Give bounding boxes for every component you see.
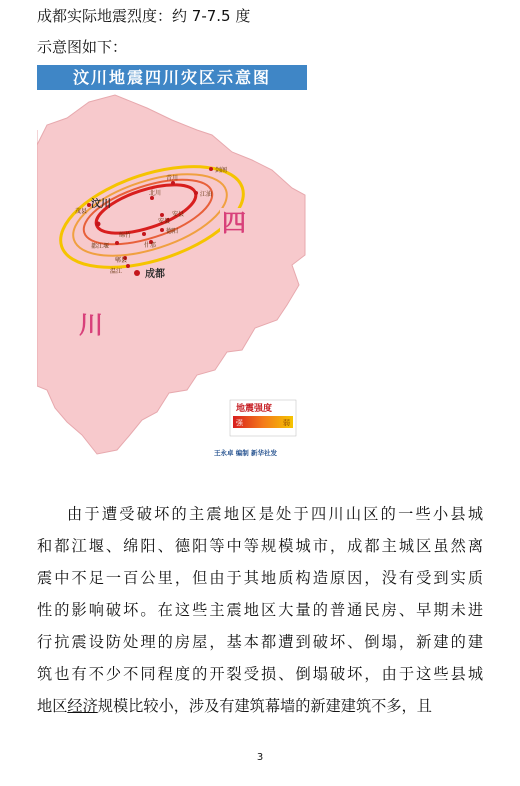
diagram-intro-line: 示意图如下： [37, 38, 128, 56]
underlined-word: 经济 [67, 697, 98, 715]
city-label: 江油 [200, 191, 213, 198]
city-label: 绵竹 [119, 232, 132, 239]
legend-title: 地震强度 [236, 404, 273, 414]
paragraph-line: 行抗震设防处理的房屋，基本都遭到破坏、倒塌，新建的建 [37, 633, 483, 651]
epicenter-label: 汶川 [91, 199, 111, 210]
paragraph-line-last [37, 690, 483, 722]
city-label: 什邡 [144, 242, 157, 249]
text-run: 规模比较小，涉及有建筑幕墙的新建建筑不多，且 [97, 697, 432, 715]
city-label: 青川 [166, 175, 179, 182]
city-label: 安县 [158, 218, 171, 225]
city-label: 德阳 [166, 228, 179, 235]
map-credit: 王永卓 编制 新华社发 [214, 449, 278, 457]
legend [230, 400, 296, 436]
map-graphic [37, 90, 307, 460]
province-label: 川 [79, 311, 103, 339]
city-label: 郫县 [115, 257, 128, 264]
city-label: 茂县 [75, 208, 88, 215]
paragraph-line: 和都江堰、绵阳、德阳等中等规模城市，成都主城区虽然离 [37, 537, 483, 555]
city-label: 都江堰 [91, 243, 110, 250]
map-title: 汶川地震四川灾区示意图 [37, 65, 307, 90]
paragraph-line: 由于遭受破坏的主震地区是处于四川山区的一些小县城 [67, 505, 483, 523]
legend-strong: 强 [236, 419, 243, 427]
intensity-line: 成都实际地震烈度：约 7-7.5 度 [37, 7, 251, 25]
page-number: 3 [256, 752, 264, 763]
earthquake-map [37, 65, 307, 460]
paragraph-line: 性的影响破坏。在这些主震地区大量的普通民房、早期未进 [37, 601, 483, 619]
legend-weak: 弱 [283, 419, 290, 427]
city-label: 温江 [110, 268, 123, 275]
province-label: 四 [222, 209, 246, 237]
capital-label: 成都 [145, 269, 165, 280]
city-label: 北川 [149, 190, 162, 197]
paragraph-line: 筑也有不少不同程度的开裂受损、倒塌破坏，由于这些县城 [37, 665, 483, 683]
text-run: 地区 [37, 697, 68, 715]
city-label: 剑阁 [215, 167, 228, 174]
city-label: 安县 [172, 211, 185, 218]
paragraph-line: 震中不足一百公里，但由于其地质构造原因，没有受到实质 [37, 569, 483, 587]
